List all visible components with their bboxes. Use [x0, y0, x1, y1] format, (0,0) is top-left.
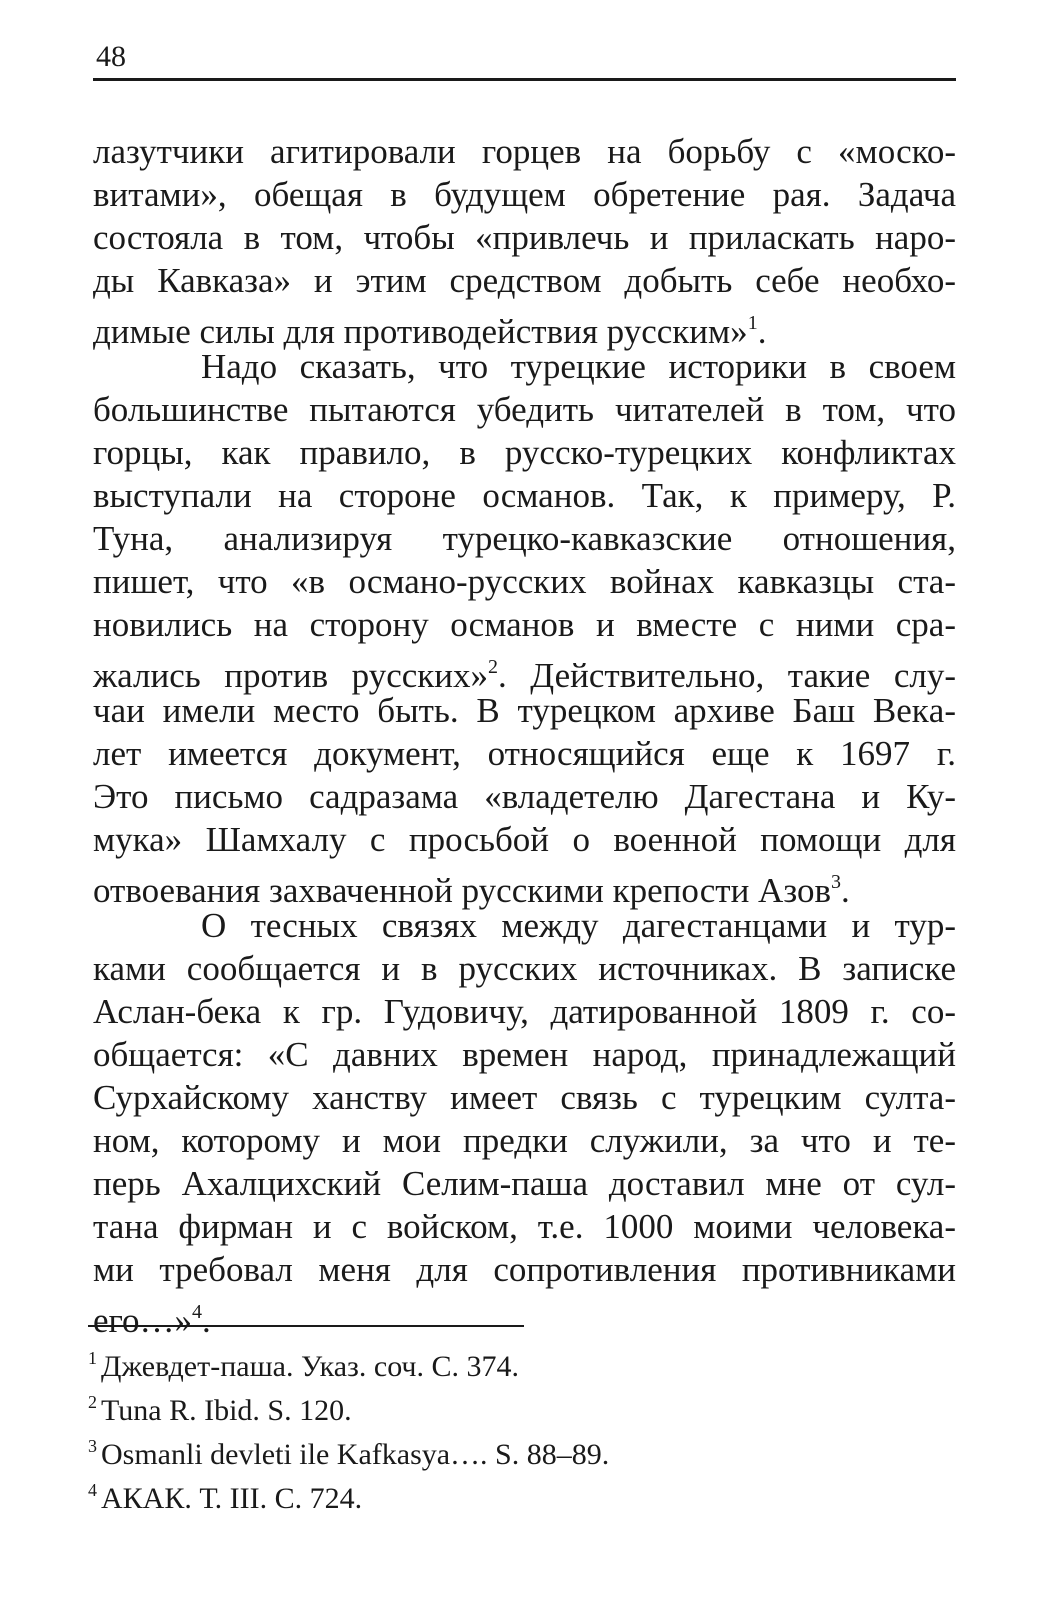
text-line: Это письмо садразама «владетелю Дагестана и Ку- [93, 777, 956, 816]
text-line: витами», обещая в будущем обретение рая. Задача [93, 175, 956, 214]
paragraph-1 [93, 130, 956, 351]
text-line: ды Кавказа» и этим средством добыть себе необхо- [93, 261, 956, 300]
text-line: ками сообщается и в русских источниках. В записке [93, 949, 956, 988]
text-line: состояла в том, чтобы «привлечь и приласкать наро- [93, 218, 956, 257]
paragraph-2 [93, 345, 956, 910]
footnote [88, 1380, 609, 1427]
text-line [93, 861, 956, 910]
text-line: тана фирман и с войском, т.е. 1000 моими человека- [93, 1207, 956, 1246]
text-line [93, 302, 956, 351]
text-line: горцы, как правило, в русско-турецких конфликтах [93, 433, 956, 472]
page-number: 48 [96, 40, 126, 73]
text-line: большинстве пытаются убедить читателей в том, что [93, 390, 956, 429]
text-line: чаи имели место быть. В турецком архиве Баш Векa- [93, 691, 956, 730]
line-text: жались против русских» [93, 656, 488, 695]
text-line: О тесных связях между дагестанцами и тур- [201, 906, 956, 945]
footnote-reference: 4 [192, 1301, 203, 1323]
header-rule [93, 78, 956, 81]
text-line [93, 1291, 956, 1340]
footnote [88, 1424, 610, 1471]
text-line: мука» Шамхалу с просьбой о военной помощи для [93, 820, 956, 859]
footnote [88, 1336, 609, 1383]
footnote [88, 1468, 609, 1515]
footnote-reference: 2 [488, 656, 498, 678]
footnote-reference: 3 [830, 871, 841, 893]
line-text: его…» [93, 1301, 193, 1340]
text-line: лазутчики агитировали горцев на борьбу с «моско- [93, 132, 956, 171]
footnote-text: Osmanli devleti ile Kafkasya…. S. 88–89. [101, 1438, 610, 1471]
body-text [93, 130, 956, 1340]
footnote-number: 4 [88, 1480, 97, 1500]
text-line: Аслан-бека к гр. Гудовичу, датированной 1809 г. со- [93, 992, 956, 1031]
footnote-text: АКАК. Т. III. С. 724. [101, 1482, 363, 1515]
line-tail: . [840, 871, 850, 910]
text-line: ми требовал меня для сопротивления противниками [93, 1250, 956, 1289]
paragraph-3 [93, 904, 956, 1340]
text-line: перь Ахалцихский Селим-паша доставил мне от сул- [93, 1164, 956, 1203]
line-tail: . [757, 312, 767, 351]
footnote-text: Джевдет-паша. Указ. соч. С. 374. [101, 1350, 520, 1383]
text-line: лет имеется документ, относящийся еще к 1697 г. [93, 734, 956, 773]
footnote-number: 2 [88, 1392, 97, 1412]
text-line [93, 646, 956, 695]
text-line: Надо сказать, что турецкие историки в своем [201, 347, 956, 386]
line-tail: . [202, 1301, 211, 1340]
footnote-text: Tuna R. Ibid. S. 120. [101, 1394, 352, 1427]
text-line: новились на сторону османов и вместе с ними сра- [93, 605, 956, 644]
line-text-continued: . Действительно, такие слу- [498, 656, 956, 695]
text-line: Туна, анализируя турецко-кавказские отношения, [93, 519, 956, 558]
footnote-rule [88, 1325, 524, 1327]
line-text: димые силы для противодействия русским» [93, 312, 748, 351]
footnote-number: 3 [88, 1436, 97, 1456]
text-line: выступали на стороне османов. Так, к примеру, Р. [93, 476, 956, 515]
text-line: пишет, что «в османо-русских войнах кавказцы ста- [93, 562, 956, 601]
text-line: общается: «С давних времен народ, принадлежащий [93, 1035, 956, 1074]
footnotes [88, 1336, 610, 1515]
footnote-number: 1 [88, 1348, 97, 1368]
text-line: ном, которому и мои предки служили, за что и те- [93, 1121, 956, 1160]
line-text: отвоевания захваченной русскими крепости Азов [93, 871, 831, 910]
footnote-reference: 1 [747, 312, 758, 334]
text-line: Сурхайскому ханству имеет связь с турецким султа- [93, 1078, 956, 1117]
